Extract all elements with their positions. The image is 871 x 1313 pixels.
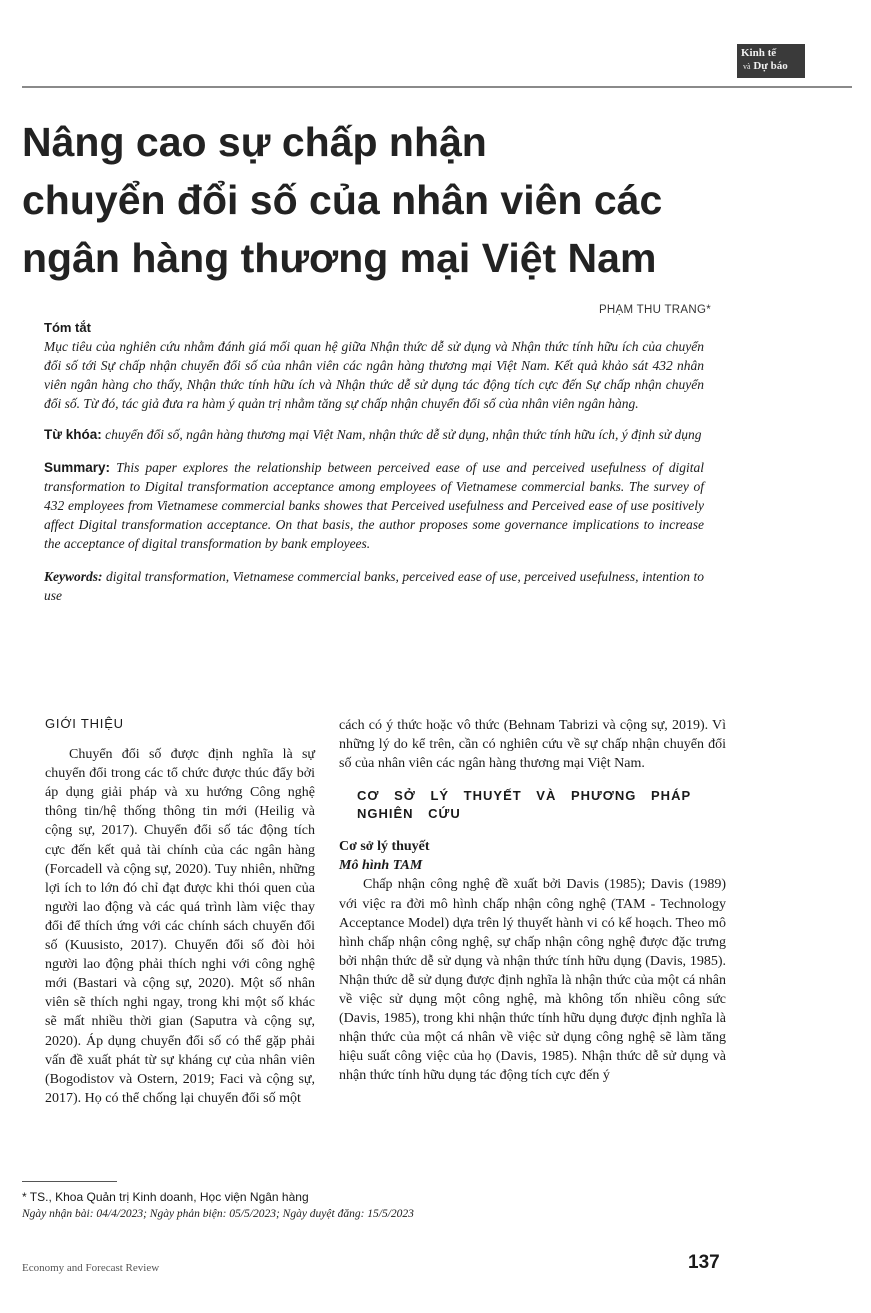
header-divider [22,86,852,88]
logo-line1: Kinh tế [741,47,777,59]
summary-text: This paper explores the relationship between perceived ease of use and perceived usefulness of digital transformation to Digital transformation acceptance among employees of Vietnamese commercial banks. The survey of 432 employees from Vietnamese commercial banks showes that Perceived usefulness and Perceived ease of use positively affect Digital transformation acceptance. On that basis, the author proposes some governance implications to increase the acceptance of digital transformation by bank employees. [44,460,704,551]
theory-heading: CƠ SỞ LÝ THUYẾT VÀ PHƯƠNG PHÁP NGHIÊN CỨU [357,788,691,822]
logo-small: và [743,62,751,71]
left-column [45,714,315,1108]
page-number: 137 [688,1252,720,1273]
author-name: PHẠM THU TRANG* [598,304,711,316]
logo-line2: Dự báo [753,60,788,72]
abstract-heading: Tóm tắt [44,320,91,335]
keywords-en [44,567,704,605]
title-line-3: ngân hàng thương mại Việt Nam [22,235,657,281]
keywords-vi [44,425,704,444]
title-line-1: Nâng cao sự chấp nhận [22,119,487,165]
abstract-block [44,318,704,605]
right-column [339,716,726,1086]
footnote-affiliation: * TS., Khoa Quản trị Kinh doanh, Học viện Ngân hàng [22,1190,309,1204]
footnote-divider [22,1181,117,1182]
summary-en [44,458,704,553]
keywords-vi-text: chuyển đổi số, ngân hàng thương mại Việt Nam, nhận thức dễ sử dụng, nhận thức tính hữu ích, ý định sử dụng [105,427,702,442]
article-title [22,113,742,287]
keywords-en-label: Keywords: [44,569,103,584]
journal-name: Economy and Forecast Review [22,1262,160,1274]
theory-subheading: Cơ sở lý thuyết [339,839,430,855]
tam-subheading: Mô hình TAM [339,858,423,874]
footnote [22,1189,722,1223]
journal-logo [737,44,805,78]
keywords-vi-label: Từ khóa: [44,427,102,442]
abstract-text-vi: Mục tiêu của nghiên cứu nhằm đánh giá mối quan hệ giữa Nhận thức dễ sử dụng và Nhận thức tính hữu ích của chuyển đổi số tới Sự chấp nhận chuyển đổi số của nhân viên các ngân hàng thương mại Việt Nam. Kết quả khảo sát 432 nhân viên ngân hàng cho thấy, Nhận thức tính hữu ích và Nhận thức dễ sử dụng tác động tích cực đến Sự chấp nhận chuyển đổi số. Từ đó, tác giả đưa ra hàm ý quản trị nhằm tăng sự chấp nhận chuyển đổi số của nhân viên ngân hàng. [44,339,704,411]
intro-paragraph: Chuyển đổi số được định nghĩa là sự chuyển đổi trong các tổ chức được thúc đẩy bởi áp dụng giải pháp và xu hướng Công nghệ thông tin/hệ thống thông tin mới (Heilig và cộng sự, 2017). Chuyển đổi số tác động tích cực đến kết quả tài chính của các ngân hàng (Forcadell và cộng sự, 2020). Tuy nhiên, những lợi ích to lớn đó chỉ đạt được khi thói quen của người lao động và các quá trình làm việc thay đổi để thích ứng với các chính sách chuyển đổi số (Kuusisto, 2017). Chuyển đổi số đòi hỏi người lao động phải thích nghi với công nghệ mới (Bastari và cộng sự, 2020). Một số nhân viên sẽ thích nghi ngay, trong khi một số khác sẽ mất nhiều thời gian (Saputra và cộng sự, 2020). Áp dụng chuyển đổi số có thể gặp phải vấn đề xuất phát từ sự kháng cự của nhân viên (Bogodistov và Ostern, 2019; Faci và cộng sự, 2017). Họ có thể chống lại chuyển đổi số một [45,747,315,1106]
intro-paragraph-cont: cách có ý thức hoặc vô thức (Behnam Tabrizi và cộng sự, 2019). Vì những lý do kể trên, cần có nghiên cứu về sự chấp nhận chuyển đổi số của nhân viên các ngân hàng thương mại Việt Nam. [339,718,726,772]
title-line-2: chuyển đổi số của nhân viên các [22,177,663,223]
tam-paragraph: Chấp nhận công nghệ đề xuất bởi Davis (1985); Davis (1989) với việc ra đời mô hình chấp nhận công nghệ (TAM - Technology Acceptance Model) dựa trên lý thuyết hành vi có kế hoạch. Theo mô hình chấp nhận công nghệ, sự chấp nhận công nghệ được đặc trưng bởi nhận thức dễ sử dụng và nhận thức tính hữu dụng (Davis, 1985). Nhận thức dễ sử dụng được định nghĩa là nhận thức của một cá nhân về việc sử dụng một công nghệ, mà không tốn nhiều công sức (Davis, 1985), trong khi nhận thức tính hữu dụng được định nghĩa là nhận thức của một cá nhân về việc sử dụng công nghệ sẽ làm tăng hiệu suất công việc của họ (Davis, 1985). Nhận thức dễ sử dụng và nhận thức tính hữu dụng tác động tích cực đến ý [339,877,726,1084]
footnote-dates: Ngày nhận bài: 04/4/2023; Ngày phản biện: 05/5/2023; Ngày duyệt đăng: 15/5/2023 [22,1208,414,1220]
intro-heading: GIỚI THIỆU [45,716,124,731]
keywords-en-text: digital transformation, Vietnamese commercial banks, perceived ease of use, perceived usefulness, intention to use [44,569,705,603]
summary-label: Summary: [44,460,111,475]
